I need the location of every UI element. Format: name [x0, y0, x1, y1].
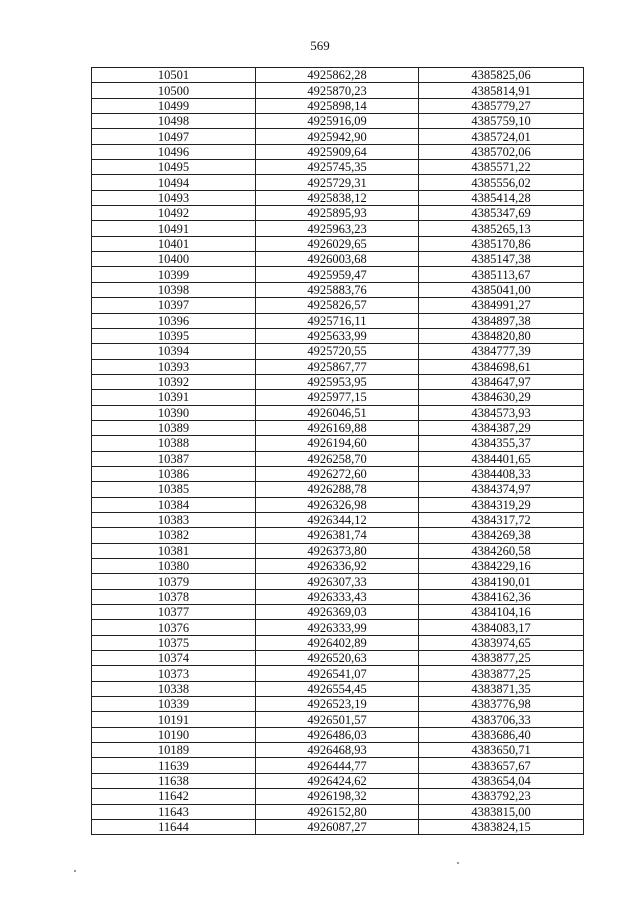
table-row	[92, 773, 584, 788]
x-coordinate-cell: 4926333,43	[256, 589, 419, 604]
table-row	[92, 466, 584, 481]
table-row	[92, 129, 584, 144]
x-coordinate-cell: 4925909,64	[256, 144, 419, 159]
table-row	[92, 221, 584, 236]
table-row	[92, 236, 584, 251]
y-coordinate-cell: 4385556,02	[419, 175, 584, 190]
x-coordinate-cell: 4926326,98	[256, 497, 419, 512]
y-coordinate-cell: 4385414,28	[419, 190, 584, 205]
y-coordinate-cell: 4385170,86	[419, 236, 584, 251]
y-coordinate-cell: 4383877,25	[419, 651, 584, 666]
point-number-cell: 11644	[92, 819, 256, 834]
x-coordinate-cell: 4926272,60	[256, 466, 419, 481]
point-number-cell: 10495	[92, 160, 256, 175]
x-coordinate-cell: 4925729,31	[256, 175, 419, 190]
y-coordinate-cell: 4385779,27	[419, 98, 584, 113]
x-coordinate-cell: 4926087,27	[256, 819, 419, 834]
x-coordinate-cell: 4926003,68	[256, 252, 419, 267]
table-row	[92, 528, 584, 543]
point-number-cell: 10497	[92, 129, 256, 144]
x-coordinate-cell: 4925916,09	[256, 114, 419, 129]
x-coordinate-cell: 4925953,95	[256, 374, 419, 389]
point-number-cell: 10397	[92, 298, 256, 313]
y-coordinate-cell: 4384820,80	[419, 328, 584, 343]
table-row	[92, 789, 584, 804]
point-number-cell: 10387	[92, 451, 256, 466]
y-coordinate-cell: 4384374,97	[419, 482, 584, 497]
x-coordinate-cell: 4925942,90	[256, 129, 419, 144]
point-number-cell: 10383	[92, 512, 256, 527]
x-coordinate-cell: 4925862,28	[256, 68, 419, 83]
x-coordinate-cell: 4925633,99	[256, 328, 419, 343]
point-number-cell: 10399	[92, 267, 256, 282]
y-coordinate-cell: 4384698,61	[419, 359, 584, 374]
table-row	[92, 206, 584, 221]
x-coordinate-cell: 4925720,55	[256, 344, 419, 359]
table-row	[92, 712, 584, 727]
y-coordinate-cell: 4385724,01	[419, 129, 584, 144]
x-coordinate-cell: 4926486,03	[256, 727, 419, 742]
point-number-cell: 10380	[92, 559, 256, 574]
x-coordinate-cell: 4926029,65	[256, 236, 419, 251]
x-coordinate-cell: 4926402,89	[256, 635, 419, 650]
coordinates-table-body	[92, 68, 584, 835]
y-coordinate-cell: 4384401,65	[419, 451, 584, 466]
point-number-cell: 10385	[92, 482, 256, 497]
table-row	[92, 758, 584, 773]
table-row	[92, 114, 584, 129]
table-row	[92, 374, 584, 389]
y-coordinate-cell: 4385265,13	[419, 221, 584, 236]
table-row	[92, 635, 584, 650]
point-number-cell: 10388	[92, 436, 256, 451]
table-row	[92, 497, 584, 512]
point-number-cell: 11642	[92, 789, 256, 804]
y-coordinate-cell: 4383815,00	[419, 804, 584, 819]
x-coordinate-cell: 4926333,99	[256, 620, 419, 635]
table-row	[92, 68, 584, 83]
x-coordinate-cell: 4926307,33	[256, 574, 419, 589]
point-number-cell: 10390	[92, 405, 256, 420]
x-coordinate-cell: 4926344,12	[256, 512, 419, 527]
page-number: 569	[310, 38, 330, 53]
point-number-cell: 10381	[92, 543, 256, 558]
point-number-cell: 10401	[92, 236, 256, 251]
table-row	[92, 344, 584, 359]
y-coordinate-cell: 4383974,65	[419, 635, 584, 650]
table-row	[92, 359, 584, 374]
x-coordinate-cell: 4926369,03	[256, 605, 419, 620]
table-row	[92, 574, 584, 589]
x-coordinate-cell: 4925977,15	[256, 390, 419, 405]
x-coordinate-cell: 4926444,77	[256, 758, 419, 773]
table-row	[92, 420, 584, 435]
point-number-cell: 10382	[92, 528, 256, 543]
y-coordinate-cell: 4385041,00	[419, 282, 584, 297]
table-row	[92, 390, 584, 405]
x-coordinate-cell: 4926424,62	[256, 773, 419, 788]
table-row	[92, 313, 584, 328]
y-coordinate-cell: 4385759,10	[419, 114, 584, 129]
table-row	[92, 328, 584, 343]
table-row	[92, 482, 584, 497]
table-row	[92, 651, 584, 666]
table-row	[92, 175, 584, 190]
x-coordinate-cell: 4926468,93	[256, 743, 419, 758]
x-coordinate-cell: 4926288,78	[256, 482, 419, 497]
y-coordinate-cell: 4385147,38	[419, 252, 584, 267]
point-number-cell: 11639	[92, 758, 256, 773]
x-coordinate-cell: 4926169,88	[256, 420, 419, 435]
y-coordinate-cell: 4384317,72	[419, 512, 584, 527]
table-row	[92, 436, 584, 451]
point-number-cell: 10392	[92, 374, 256, 389]
point-number-cell: 10492	[92, 206, 256, 221]
x-coordinate-cell: 4926541,07	[256, 666, 419, 681]
table-row	[92, 819, 584, 834]
y-coordinate-cell: 4383706,33	[419, 712, 584, 727]
y-coordinate-cell: 4384630,29	[419, 390, 584, 405]
y-coordinate-cell: 4385702,06	[419, 144, 584, 159]
y-coordinate-cell: 4384104,16	[419, 605, 584, 620]
table-row	[92, 804, 584, 819]
y-coordinate-cell: 4383650,71	[419, 743, 584, 758]
x-coordinate-cell: 4926258,70	[256, 451, 419, 466]
x-coordinate-cell: 4925745,35	[256, 160, 419, 175]
scan-speck	[74, 870, 76, 872]
table-row	[92, 451, 584, 466]
x-coordinate-cell: 4926198,32	[256, 789, 419, 804]
point-number-cell: 10498	[92, 114, 256, 129]
y-coordinate-cell: 4385113,67	[419, 267, 584, 282]
x-coordinate-cell: 4925870,23	[256, 83, 419, 98]
x-coordinate-cell: 4925883,76	[256, 282, 419, 297]
point-number-cell: 10491	[92, 221, 256, 236]
table-row	[92, 589, 584, 604]
scan-speck	[457, 862, 459, 864]
y-coordinate-cell: 4384897,38	[419, 313, 584, 328]
y-coordinate-cell: 4384269,38	[419, 528, 584, 543]
table-row	[92, 743, 584, 758]
x-coordinate-cell: 4926046,51	[256, 405, 419, 420]
point-number-cell: 10500	[92, 83, 256, 98]
point-number-cell: 10339	[92, 697, 256, 712]
x-coordinate-cell: 4926373,80	[256, 543, 419, 558]
table-row	[92, 697, 584, 712]
table-row	[92, 666, 584, 681]
y-coordinate-cell: 4383792,23	[419, 789, 584, 804]
table-row	[92, 144, 584, 159]
x-coordinate-cell: 4925716,11	[256, 313, 419, 328]
y-coordinate-cell: 4384229,16	[419, 559, 584, 574]
x-coordinate-cell: 4925895,93	[256, 206, 419, 221]
table-row	[92, 98, 584, 113]
y-coordinate-cell: 4383776,98	[419, 697, 584, 712]
y-coordinate-cell: 4384991,27	[419, 298, 584, 313]
x-coordinate-cell: 4925963,23	[256, 221, 419, 236]
y-coordinate-cell: 4383871,35	[419, 681, 584, 696]
point-number-cell: 10389	[92, 420, 256, 435]
x-coordinate-cell: 4925959,47	[256, 267, 419, 282]
table-row	[92, 267, 584, 282]
table-row	[92, 282, 584, 297]
point-number-cell: 10396	[92, 313, 256, 328]
table-row	[92, 160, 584, 175]
point-number-cell: 10191	[92, 712, 256, 727]
x-coordinate-cell: 4926194,60	[256, 436, 419, 451]
x-coordinate-cell: 4925867,77	[256, 359, 419, 374]
point-number-cell: 10384	[92, 497, 256, 512]
y-coordinate-cell: 4384260,58	[419, 543, 584, 558]
y-coordinate-cell: 4383654,04	[419, 773, 584, 788]
y-coordinate-cell: 4385825,06	[419, 68, 584, 83]
x-coordinate-cell: 4925826,57	[256, 298, 419, 313]
y-coordinate-cell: 4384408,33	[419, 466, 584, 481]
y-coordinate-cell: 4383686,40	[419, 727, 584, 742]
point-number-cell: 10379	[92, 574, 256, 589]
point-number-cell: 10400	[92, 252, 256, 267]
table-row	[92, 252, 584, 267]
point-number-cell: 10375	[92, 635, 256, 650]
x-coordinate-cell: 4926523,19	[256, 697, 419, 712]
point-number-cell: 10494	[92, 175, 256, 190]
y-coordinate-cell: 4384777,39	[419, 344, 584, 359]
table-row	[92, 298, 584, 313]
table-row	[92, 83, 584, 98]
point-number-cell: 11643	[92, 804, 256, 819]
table-row	[92, 605, 584, 620]
table-row	[92, 190, 584, 205]
point-number-cell: 10393	[92, 359, 256, 374]
table-row	[92, 405, 584, 420]
coordinates-table	[91, 67, 584, 835]
y-coordinate-cell: 4385571,22	[419, 160, 584, 175]
point-number-cell: 10391	[92, 390, 256, 405]
y-coordinate-cell: 4385814,91	[419, 83, 584, 98]
y-coordinate-cell: 4384573,93	[419, 405, 584, 420]
point-number-cell: 10190	[92, 727, 256, 742]
point-number-cell: 10376	[92, 620, 256, 635]
table-row	[92, 543, 584, 558]
point-number-cell: 10377	[92, 605, 256, 620]
y-coordinate-cell: 4383877,25	[419, 666, 584, 681]
y-coordinate-cell: 4384319,29	[419, 497, 584, 512]
table-row	[92, 681, 584, 696]
y-coordinate-cell: 4384190,01	[419, 574, 584, 589]
table-row	[92, 727, 584, 742]
point-number-cell: 10373	[92, 666, 256, 681]
point-number-cell: 10386	[92, 466, 256, 481]
x-coordinate-cell: 4926554,45	[256, 681, 419, 696]
point-number-cell: 10398	[92, 282, 256, 297]
x-coordinate-cell: 4926336,92	[256, 559, 419, 574]
x-coordinate-cell: 4925898,14	[256, 98, 419, 113]
y-coordinate-cell: 4383824,15	[419, 819, 584, 834]
x-coordinate-cell: 4926501,57	[256, 712, 419, 727]
y-coordinate-cell: 4384355,37	[419, 436, 584, 451]
table-row	[92, 559, 584, 574]
table-row	[92, 620, 584, 635]
y-coordinate-cell: 4383657,67	[419, 758, 584, 773]
x-coordinate-cell: 4926381,74	[256, 528, 419, 543]
point-number-cell: 10499	[92, 98, 256, 113]
x-coordinate-cell: 4925838,12	[256, 190, 419, 205]
point-number-cell: 10496	[92, 144, 256, 159]
x-coordinate-cell: 4926152,80	[256, 804, 419, 819]
y-coordinate-cell: 4384647,97	[419, 374, 584, 389]
point-number-cell: 10501	[92, 68, 256, 83]
x-coordinate-cell: 4926520,63	[256, 651, 419, 666]
point-number-cell: 10338	[92, 681, 256, 696]
y-coordinate-cell: 4384162,36	[419, 589, 584, 604]
y-coordinate-cell: 4384387,29	[419, 420, 584, 435]
point-number-cell: 10378	[92, 589, 256, 604]
y-coordinate-cell: 4385347,69	[419, 206, 584, 221]
point-number-cell: 11638	[92, 773, 256, 788]
y-coordinate-cell: 4384083,17	[419, 620, 584, 635]
point-number-cell: 10374	[92, 651, 256, 666]
point-number-cell: 10493	[92, 190, 256, 205]
point-number-cell: 10189	[92, 743, 256, 758]
point-number-cell: 10394	[92, 344, 256, 359]
point-number-cell: 10395	[92, 328, 256, 343]
table-row	[92, 512, 584, 527]
